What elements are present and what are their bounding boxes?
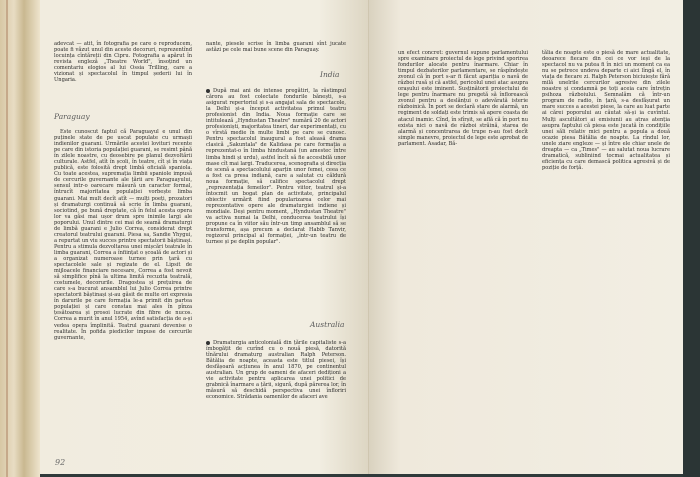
left-column-2-india [206,88,346,308]
paraguay-text: Este cunoscut faptul că Paraguayul e unul din puținele state de pe uscat populate cu urmașii indienilor guarani. Urmările acestei lovituri recente pe care din istoria populației guarani, se resimt până în zilele noastre, cu deosebire pe planul dezvoltării culturale. Astfel, atît în școli, în teatre, cît și în viața publică, este folosită drept limbă oficială spaniola. Cu toate acestea, supremația limbii spaniole impusă de cercurile guvernante ale țării are Paraguayului, sensul intr-o oarecare măsură un caracter formal, întrucît majoritatea populației vorbește limba guarani. Mai mult decît atît — mulți poeți, prozatori și dramaturgi continuă să scrie în limba guarani, sociotind, pe bună dreptate, că în felul acesta opera lor va găsi mai ușor drum spre inimile largi ale poporului. Unul dintre cei mai de seamă dramaturgi de limbă guarani e Julio Correa, considerat drept creatorul teatrului guarani. Piesa sa, Sandie Yhygui, a repurtat un viu succes printre spectatorii băștinași. Pentru a stimula dezvoltarea unei mișcări teatrale în limba guarani, Correa a înființat o școală de actori și a organizat numeroase turnee prin țară cu spectacolele sale și regizate de el. Lipsit de mijloacele financiare necesare, Correa a fost nevoit să simplifice pînă la ultima limită recuzita teatrală, costumele, decorurile. Dragostea și prețuirea de care s-a bucurat ansamblul lui Julio Correa printre spectatorii băștinași și-au găsit de multe ori expresia în darurile pe care formația le-a primit din partea populației și care constau mai ales în pînza țesătoarea și prosoi lucrate din fibre de nucos. Correa a murit în anul 1954, avînd satisfacția de a-și vedea opera împlinită. Teatrul guarani devenise o realitate. În pofida piedicilor impuse de cercurile guvernante, [54,129,193,341]
bullet-dot [206,89,210,93]
left-page [40,0,369,474]
left-column-2-intro [206,41,346,53]
page-edges [0,0,40,477]
right-page [369,0,683,474]
page-number: 92 [55,458,66,467]
paraguay-continuation: nante, piesele scrise în limba guarani sînt jucate astăzi pe cele mai bune scene din Paraguay. [206,41,346,54]
heading-australia: Australia [310,320,345,329]
heading-india: India [320,70,340,79]
right-column-1 [398,50,528,170]
right-column-2 [542,50,670,171]
left-column-1-body [54,129,192,454]
bullet-dot [206,341,210,345]
left-column-2-australia [206,340,346,455]
book-spine [683,0,700,477]
right-col1-text: un efect concret: guvernul supune parlamentului spre examinare proiectul de lege privind sporirea fondurilor alocate pentru înarmare. Chiar în timpul dezbaterilor parlamentare, se răspîndește zvonul că în port s-ar fi făcut apariția o navă de război rusă și că astfel, pericolul unei atac asupra orașului este iminent. Susținătorii proiectului de lege pentru înarmare nu pregetă să înflorească zvonul pentru a deslănțui o adevărată isterie războinică. În port se declară stare de alarmă, un regiment de soldați este trimis să apere coasta de atacul inamic. Cînd, în sfîrșit, se află că în port nu exista nici o navă de război străină, starea de alarmă și concentrarea de trupe n-au fost decît simple manevre, proiectul de lege este aprobat de parlament. Asadar, Bă- [398,50,528,147]
left-column-1 [54,41,192,83]
australia-text: Dramaturgia anticolonială din țările capitaliste s-a îmbogățit de curînd cu o nouă piesă, datorită tînărului dramaturg australian Ralph Peterson. Bătălia de noapte, aceasta este titlul piesei, își desfășoară acțiunea în anul 1870, pe continentul australian. Un grup de oameni de afaceri dediționi a vie activitate pentru aplicarea unei politici de grabnică înarmare a țării, sigură, după părerea lor, în măsură să deschidă perspectiva unei înfloriri economice. Strădania oamenilor de afaceri ave [206,340,346,401]
intro-paragraph: adevcat — atit, în fotografia pe care o reproducem, poate fi văzut unul din aceste decoruri, reprezentînd locuința cîntăreții din Cipru. Fotografia a apărut în revista engleză „Theatre World", însoțind un comentariu elogios al lui Ossia Trilling, care a vizionat și spectacolul în timpul șederii lui în Ungaria. [54,41,192,84]
india-text: După mai ani de intense pregătiri, la răstimpul cărora au fost colectate fondurile bănești, s-a asigurat repertoriul și s-a angajat sala de spectacole, la Delhi și-a început activitatea primul teatru profesionist din India. Noua formație care se intitulează „Hyndustan Theatre" numără 20 de actori profesioniști, majoritatea tineri, dar experimentați, cu o vîrstă medie în multe limbi pe care se cunosc. Pentru spectacolul inaugural a fost aleasă drama clasică „Sakuntala" de Kalidasa pe care formația a reprezentat-o în limba hindustană (un amestec între limba hindi și urdu), astfel încît să fie accesibilă unor mase cît mai largi. Traducerea, scenografia și direcția de scenă a spectacolului aparțin unor femei, ceea ce a fost ca presa indiană, care a salutat cu căldură noua formație, să califice spectacolul drept „reprezentația femeilor". Pentru viitor, teatrul și-a întocmit un bogat plan de activitate, principalul obiectiv urmărit fiind popularizarea celor mai reprezentative opere ale dramaturgiei indiene și mondiale. Deși pentru moment, „Hyndustan Theatre" va activa numai la Delhi, conducerea teatrului își propune ca în viitor său într-un timp ansamblul să se transforme, așa precum a declarat Habib Tanvir, regizorul principal al formației, „într-un teatru de turnee și pe deplin popular". [206,88,346,246]
right-col2-text: tălia de noapte este o piesă de mare actualitate, deoarece fiecare din cei ce vor ieși de la spectacol nu va putea fi în nici un moment ca ea nu se petrece undeva departe ci aici lîngă el, în viața de fiecare zi. Ralph Peterson biciuiește fără milă unelrile cercurilor agresive din zilele noastre și condamnă pe toți aceia care întrețin psihoza războiului. Semnalăm că într-un program de radio, în țară, s-a desfășurat un mare succes a acestei piese, la care au luat parte ai cărei poporului au căutat să-și ia cuvîntul. Mulți ascultători ai emisiunii au atras atenția asupra faptului că piesa este jucată în condițiile unei săli relativ mici pentru a popula a două ocazie piesa Bătălia de noapte. La rîndul lor, unele ziare engleze — și între ele chiar unele de dreapta — ca „Times" — au salutat noua lucrare dramatică, subliniind tocmai actualitatea și eficiența cu care demască politica agresivă și de poziție de forță. [542,50,670,171]
heading-paraguay: Paraguay [54,112,90,121]
